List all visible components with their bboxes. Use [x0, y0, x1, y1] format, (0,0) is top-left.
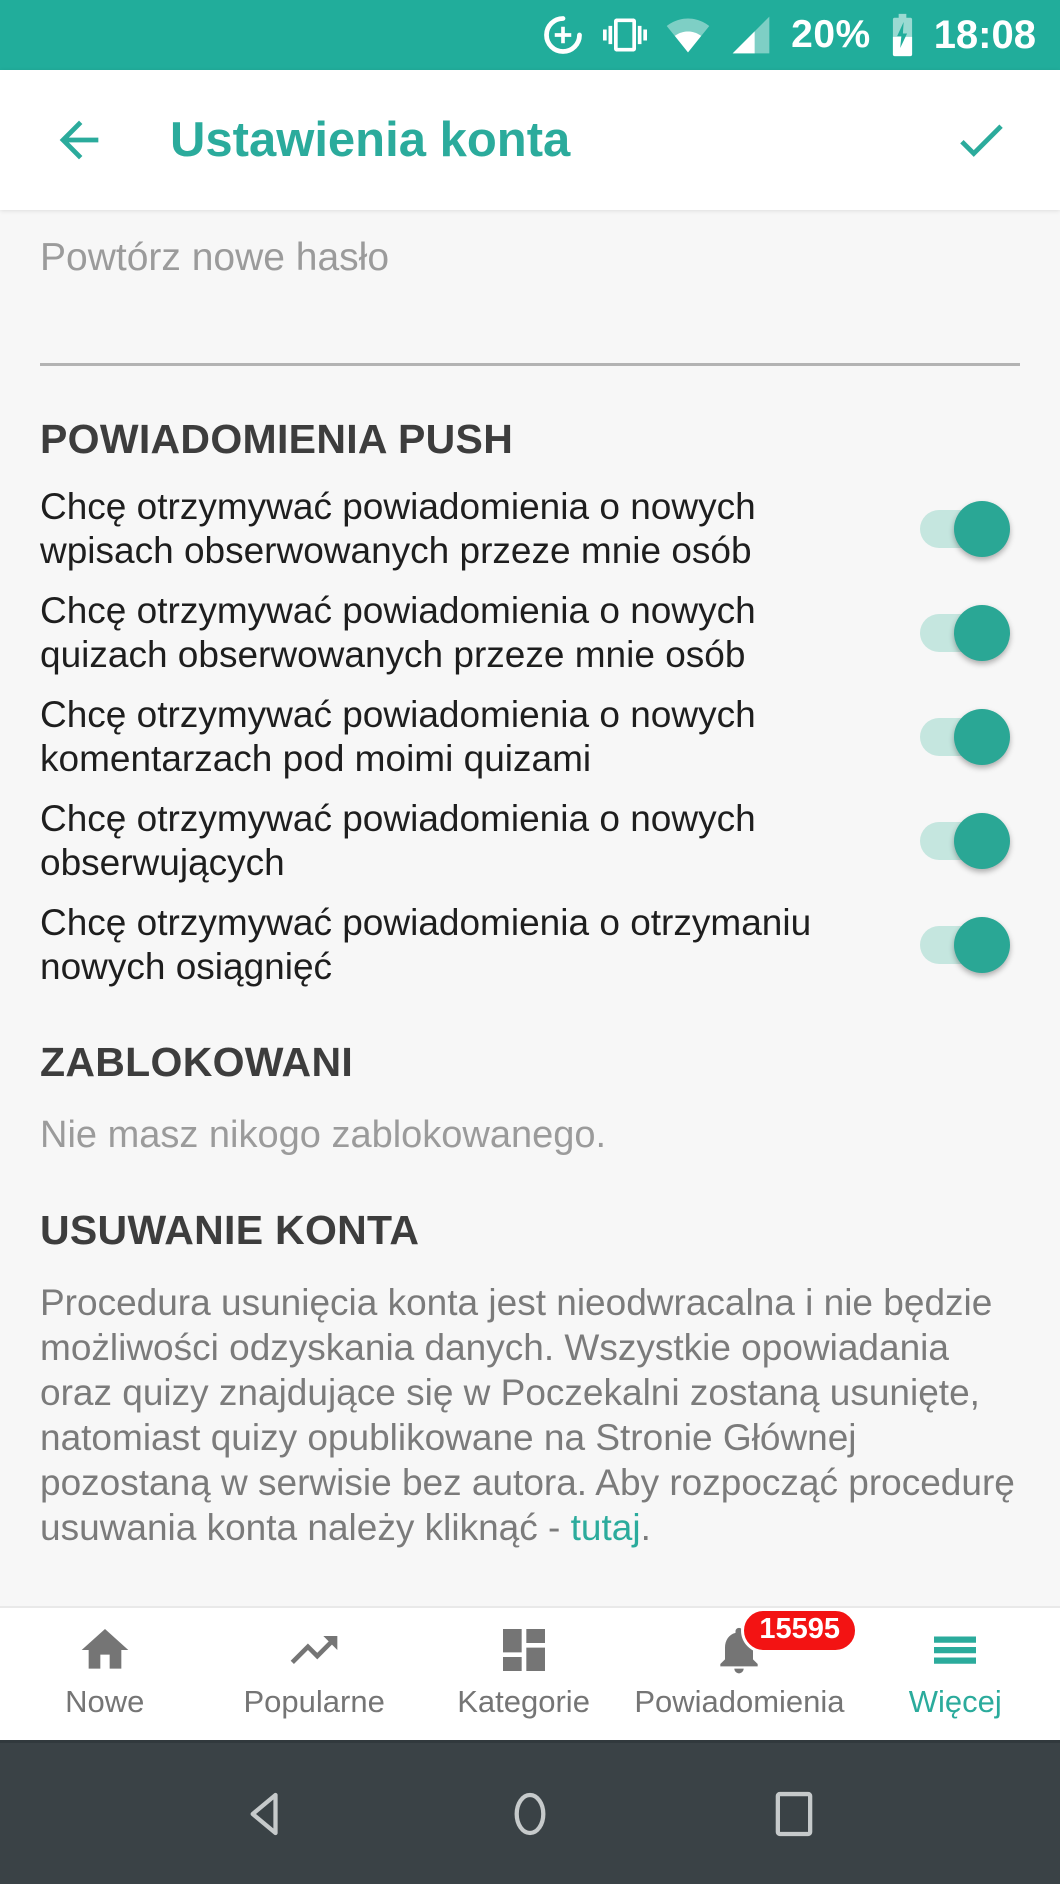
toggle-label: Chcę otrzymywać powiadomienia o otrzymaniu nowych osiągnięć: [40, 902, 812, 987]
battery-percent: 20%: [791, 13, 871, 56]
deletion-text-before-link: Procedura usunięcia konta jest nieodwracalna i nie będzie możliwości odzyskania danych. Wszystkie opowiadania oraz quizy znajdujące się w Poczekalni zostaną usunięte, natomiast quizy opublikowane na Stronie Głównej pozostaną w serwisie bez autora. Aby rozpocząć procedurę usuwania konta należy kliknąć -: [40, 1282, 1015, 1548]
toggle-switch-new-posts[interactable]: [920, 501, 1010, 557]
nav-label: Powiadomienia: [634, 1684, 845, 1719]
android-home-button[interactable]: [511, 1791, 549, 1837]
repeat-password-field-wrap: [40, 210, 1020, 366]
toggle-label: Chcę otrzymywać powiadomienia o nowych wpisach obserwowanych przeze mnie osób: [40, 486, 756, 571]
switch-thumb: [954, 501, 1010, 557]
switch-thumb: [954, 917, 1010, 973]
switch-thumb: [954, 605, 1010, 661]
toggle-switch-new-comments[interactable]: [920, 709, 1010, 765]
check-icon: [952, 111, 1010, 169]
delete-account-link[interactable]: tutaj: [570, 1507, 641, 1548]
confirm-button[interactable]: [952, 111, 1010, 169]
toggle-label: Chcę otrzymywać powiadomienia o nowych obserwujących: [40, 798, 756, 883]
notification-badge: 15595: [741, 1608, 858, 1653]
toggle-row-new-quizzes: [40, 589, 1015, 677]
app-header: [0, 70, 1060, 210]
settings-content: [0, 210, 1060, 1606]
android-back-icon: [247, 1791, 285, 1837]
data-saver-icon: [541, 13, 585, 57]
nav-item-popularne[interactable]: [209, 1608, 418, 1743]
nav-label: Nowe: [65, 1684, 145, 1719]
nav-label: Kategorie: [457, 1684, 590, 1719]
toggle-row-new-achievements: [40, 901, 1015, 989]
nav-label: Popularne: [243, 1684, 385, 1719]
home-icon: [77, 1621, 133, 1679]
nav-item-powiadomienia[interactable]: [628, 1608, 850, 1743]
nav-item-wiecej[interactable]: [851, 1608, 1060, 1743]
menu-icon: [927, 1621, 983, 1679]
back-arrow-icon: [50, 111, 108, 169]
toggle-switch-new-followers[interactable]: [920, 813, 1010, 869]
android-back-button[interactable]: [247, 1791, 285, 1837]
switch-thumb: [954, 709, 1010, 765]
blocked-heading: ZABLOKOWANI: [40, 1039, 354, 1085]
toggle-switch-new-achievements[interactable]: [920, 917, 1010, 973]
android-recents-button[interactable]: [775, 1791, 813, 1837]
bottom-nav: [0, 1606, 1060, 1743]
status-bar: [0, 0, 1060, 70]
repeat-password-input[interactable]: [40, 210, 1020, 280]
nav-label: Więcej: [908, 1684, 1002, 1719]
nav-item-nowe[interactable]: [0, 1608, 209, 1743]
nav-item-kategorie[interactable]: [419, 1608, 628, 1743]
trending-up-icon: [286, 1621, 342, 1679]
deletion-text-after-link: .: [640, 1507, 651, 1548]
vibrate-icon: [603, 13, 647, 57]
android-home-icon: [511, 1791, 549, 1837]
account-deletion-heading: USUWANIE KONTA: [40, 1207, 420, 1253]
page-title: Ustawienia konta: [170, 113, 571, 167]
switch-thumb: [954, 813, 1010, 869]
account-deletion-text: [40, 1280, 1020, 1550]
cell-signal-icon: [729, 13, 773, 57]
toggle-label: Chcę otrzymywać powiadomienia o nowych quizach obserwowanych przeze mnie osób: [40, 590, 756, 675]
android-recents-icon: [775, 1791, 813, 1837]
toggle-label: Chcę otrzymywać powiadomienia o nowych komentarzach pod moimi quizami: [40, 694, 756, 779]
dashboard-icon: [496, 1621, 552, 1679]
blocked-empty-text: Nie masz nikogo zablokowanego.: [40, 1114, 607, 1156]
system-nav-bar: [0, 1740, 1060, 1884]
wifi-icon: [665, 13, 711, 57]
push-notifications-heading: POWIADOMIENIA PUSH: [40, 416, 514, 462]
toggle-switch-new-quizzes[interactable]: [920, 605, 1010, 661]
clock: 18:08: [933, 12, 1036, 57]
toggle-row-new-followers: [40, 797, 1015, 885]
battery-charging-icon: [889, 12, 916, 58]
toggle-row-new-comments: [40, 693, 1015, 781]
back-button[interactable]: [50, 111, 108, 169]
toggle-row-new-posts: [40, 485, 1015, 573]
